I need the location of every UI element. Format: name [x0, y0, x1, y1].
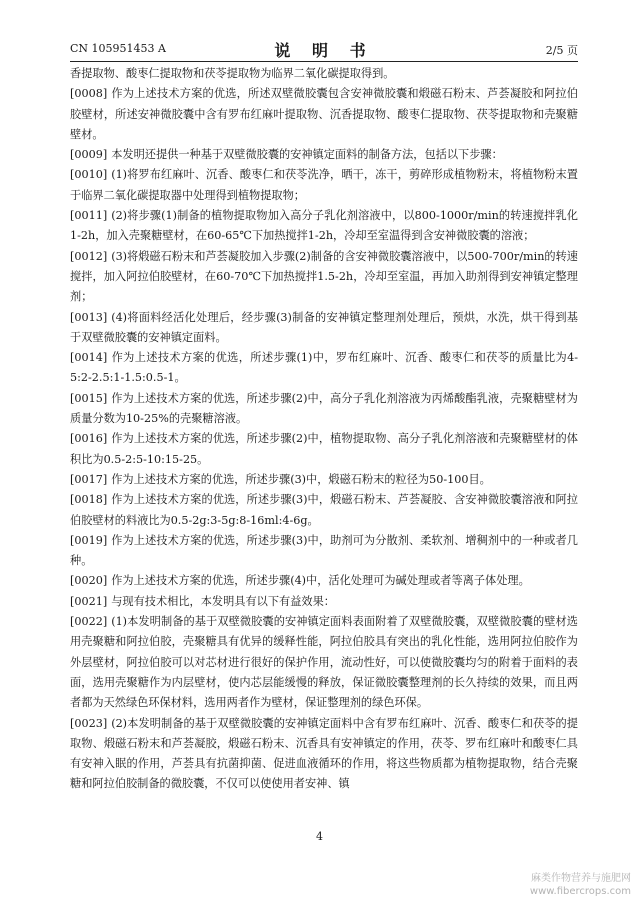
- paragraph-text: 作为上述技术方案的优选，所述步骤(4)中，活化处理可为碱处理或者等离子体处理。: [111, 574, 530, 588]
- paragraph-text: 作为上述技术方案的优选，所述步骤(3)中，煅磁石粉末、芦荟凝胶、含安神微胶囊溶液和阿拉伯胶壁材的料液比为0.5-2g:3-5g:8-16ml:4-6g。: [70, 493, 578, 527]
- paragraph: [70, 592, 578, 612]
- watermark-site-name: 麻类作物营养与施肥网: [531, 873, 631, 884]
- page-number: 4: [316, 830, 323, 843]
- paragraph-number: [0010]: [70, 168, 108, 182]
- paragraph-number: [0023]: [70, 716, 108, 730]
- paragraph-number: [0018]: [70, 493, 108, 507]
- document-number: CN 105951453 A: [70, 42, 166, 55]
- paragraph-text: (1)将罗布红麻叶、沉香、酸枣仁和茯苓洗净，晒干，冻干，剪碎形成植物粉末，将植物粉末置于临界二氧化碳提取器中处理得到植物提取物；: [70, 168, 578, 202]
- paragraph: [70, 64, 578, 84]
- paragraph-text: (2)将步骤(1)制备的植物提取物加入高分子乳化剂溶液中，以800-1000r/min的转速搅拌乳化1-2h，加入壳聚糖壁材，在60-65℃下加热搅拌1-2h，冷却至室温得到含安神微胶囊的溶液；: [70, 209, 578, 243]
- paragraph-number: [0011]: [70, 209, 108, 223]
- watermark-url: www.fibercrops.com: [529, 886, 631, 897]
- header-rule: [70, 61, 578, 62]
- paragraph-number: [0012]: [70, 249, 108, 263]
- paragraph-number: [0021]: [70, 594, 108, 608]
- paragraph: [70, 389, 578, 430]
- paragraph: [70, 145, 578, 165]
- paragraph-text: 与现有技术相比，本发明具有以下有益效果：: [111, 594, 335, 608]
- paragraph: [70, 84, 578, 145]
- paragraph-number: [0015]: [70, 391, 108, 405]
- paragraph-number: [0017]: [70, 472, 108, 486]
- paragraph-text: (4)将面料经活化处理后，经步骤(3)制备的安神镇定整理剂处理后，预烘，水洗，烘干得到基于双壁微胶囊的安神镇定面料。: [70, 310, 578, 344]
- paragraph-text: 作为上述技术方案的优选，所述双壁微胶囊包含安神微胶囊和煅磁石粉末、芦荟凝胶和阿拉伯胶壁材，所述安神微胶囊中含有罗布红麻叶提取物、沉香提取物、酸枣仁提取物、茯苓提取物和壳聚糖壁材。: [70, 87, 578, 141]
- paragraph: [70, 165, 578, 206]
- paragraph: [70, 612, 578, 713]
- paragraph-number: [0022]: [70, 615, 108, 629]
- paragraph-number: [0014]: [70, 351, 108, 365]
- page-header: [70, 38, 578, 60]
- paragraph-text: 香提取物、酸枣仁提取物和茯苓提取物为临界二氧化碳提取得到。: [70, 67, 395, 80]
- site-watermark: [491, 872, 631, 898]
- paragraph: [70, 571, 578, 591]
- paragraph: [70, 429, 578, 470]
- paragraph-text: (2)本发明制备的基于双壁微胶囊的安神镇定面料中含有罗布红麻叶、沉香、酸枣仁和茯苓的提取物、煅磁石粉末和芦荟凝胶，煅磁石粉末、沉香具有安神镇定的作用，茯苓、罗布红麻叶和酸枣仁具有安神入眠的作用，芦荟具有抗菌抑菌、促进血液循环的作用，将这些物质都为植物提取物，结合壳聚糖和阿拉伯胶制备的微胶囊，不仅可以使使用者安神、镇: [70, 716, 578, 791]
- paragraph-number: [0013]: [70, 310, 108, 324]
- paragraph-text: 作为上述技术方案的优选，所述步骤(2)中，高分子乳化剂溶液为丙烯酸酯乳液，壳聚糖壁材为质量分数为10-25%的壳聚糖溶液。: [70, 391, 578, 426]
- page-indicator: 2/5 页: [545, 44, 578, 57]
- paragraph-number: [0020]: [70, 574, 108, 588]
- paragraph: [70, 490, 578, 531]
- paragraph-text: (1)本发明制备的基于双壁微胶囊的安神镇定面料表面附着了双壁微胶囊，双壁微胶囊的壁材选用壳聚糖和阿拉伯胶，壳聚糖具有优异的缓释性能，阿拉伯胶具有突出的乳化性能，选用阿拉伯胶作为外层壁材，阿拉伯胶可以对芯材进行很好的保护作用，流动性好，可以使微胶囊均匀的附着于面料的表面，选用壳聚糖作为内层壁材，使内芯层能缓慢的释放，保证微胶囊整理剂的长久持续的效果，而且两者都为天然绿色环保材料，选用两者作为壁材，保证整理剂的绿色环保。: [70, 615, 578, 710]
- paragraph: [70, 206, 578, 247]
- paragraph: [70, 470, 578, 490]
- paragraph-number: [0016]: [70, 432, 108, 446]
- description-body: [70, 64, 578, 795]
- paragraph: [70, 247, 578, 308]
- document-title: 说 明 书: [274, 41, 374, 60]
- paragraph-number: [0008]: [70, 87, 108, 101]
- paragraph-text: 作为上述技术方案的优选，所述步骤(3)中，助剂可为分散剂、柔软剂、增稠剂中的一种或者几种。: [70, 533, 578, 568]
- paragraph: [70, 348, 578, 389]
- paragraph-text: 作为上述技术方案的优选，所述步骤(2)中，植物提取物、高分子乳化剂溶液和壳聚糖壁材的体积比为0.5-2:5-10:15-25。: [70, 432, 578, 466]
- paragraph: [70, 714, 578, 795]
- paragraph-number: [0019]: [70, 533, 108, 547]
- paragraph-text: 作为上述技术方案的优选，所述步骤(3)中，煅磁石粉末的粒径为50-100目。: [111, 472, 491, 486]
- paragraph: [70, 308, 578, 349]
- paragraph-text: 作为上述技术方案的优选，所述步骤(1)中，罗布红麻叶、沉香、酸枣仁和茯苓的质量比为4-5:2-2.5:1-1.5:0.5-1。: [70, 351, 578, 385]
- paragraph-text: 本发明还提供一种基于双壁微胶囊的安神镇定面料的制备方法，包括以下步骤：: [111, 148, 503, 162]
- paragraph: [70, 531, 578, 572]
- paragraph-text: (3)将煅磁石粉末和芦荟凝胶加入步骤(2)制备的含安神微胶囊溶液中，以500-700r/min的转速搅拌，加入阿拉伯胶壁材，在60-70℃下加热搅拌1.5-2h，冷却至室温，再加入助剂得到安神镇定整理剂；: [70, 249, 578, 304]
- paragraph-number: [0009]: [70, 148, 108, 162]
